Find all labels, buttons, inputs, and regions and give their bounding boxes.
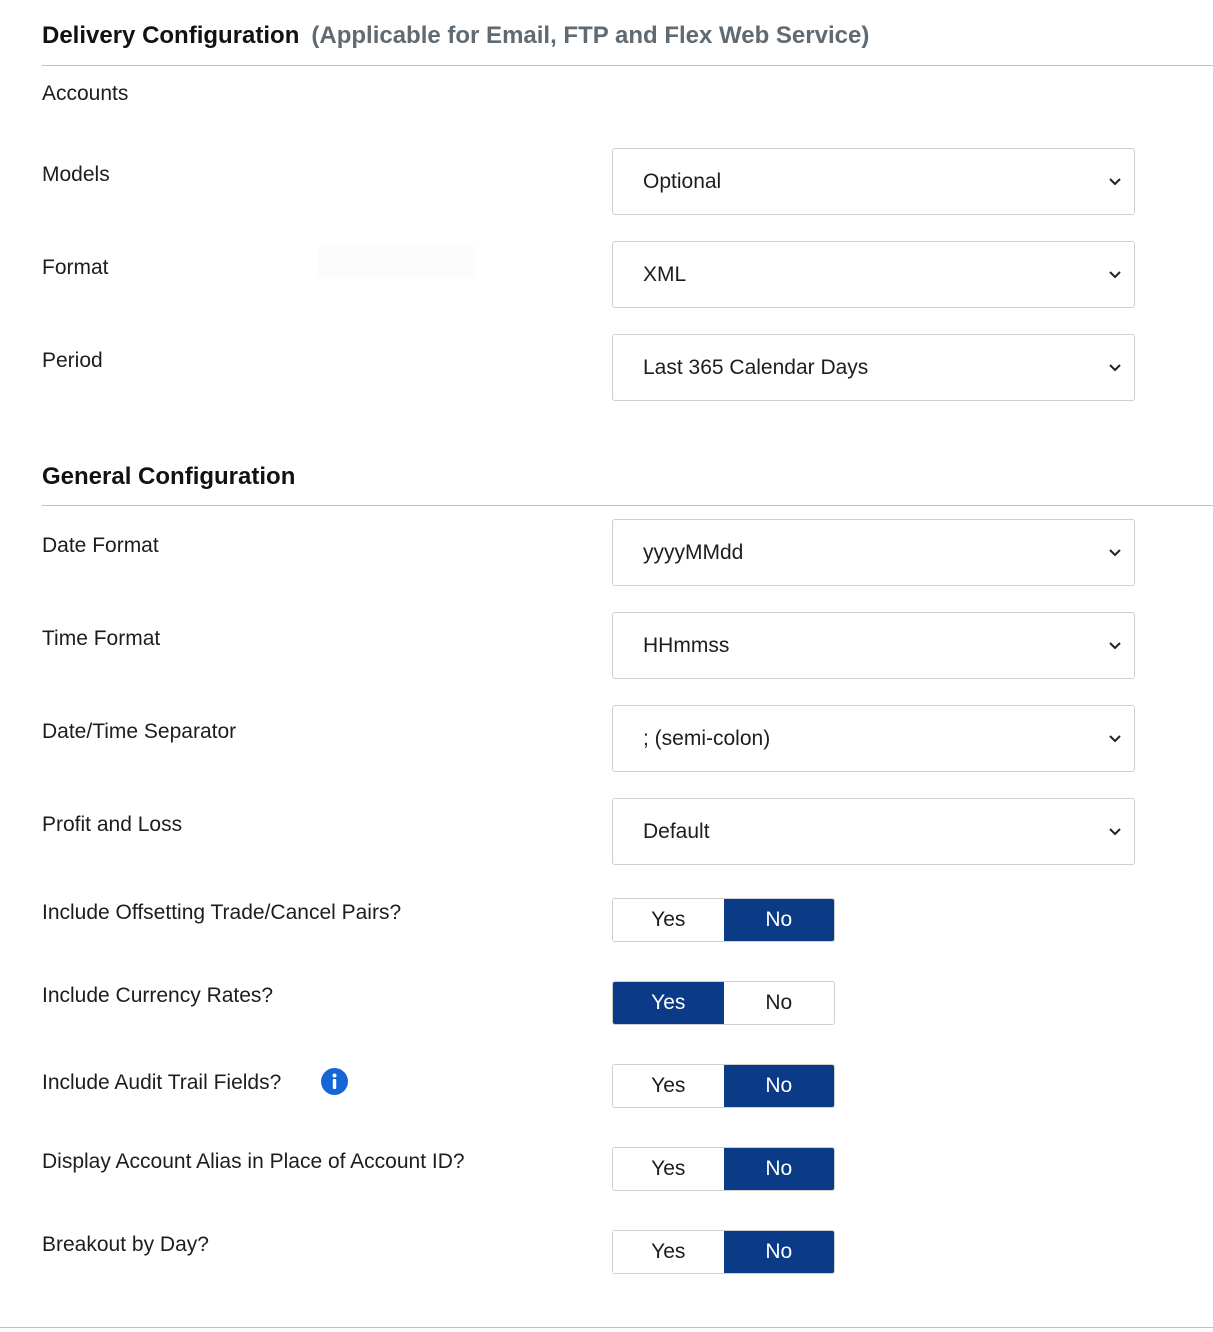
general-section-title: General Configuration bbox=[42, 463, 296, 490]
currency-yes-button[interactable]: Yes bbox=[613, 982, 724, 1024]
date-format-value: yyyyMMdd bbox=[643, 540, 744, 564]
info-icon[interactable] bbox=[321, 1068, 348, 1095]
format-select[interactable] bbox=[612, 241, 1135, 308]
audit-no-button[interactable]: No bbox=[724, 1065, 835, 1107]
alias-label: Display Account Alias in Place of Account ID? bbox=[42, 1150, 465, 1173]
general-divider bbox=[42, 505, 1213, 506]
chevron-down-icon bbox=[1108, 270, 1122, 280]
chevron-down-icon bbox=[1108, 548, 1122, 558]
separator-value: ; (semi-colon) bbox=[643, 726, 771, 750]
models-value: Optional bbox=[643, 169, 722, 193]
models-label: Models bbox=[42, 163, 110, 186]
delivery-divider bbox=[42, 65, 1213, 66]
breakout-no-button[interactable]: No bbox=[724, 1231, 835, 1273]
period-select[interactable] bbox=[612, 334, 1135, 401]
bottom-divider bbox=[0, 1327, 1213, 1328]
currency-label: Include Currency Rates? bbox=[42, 984, 274, 1007]
chevron-down-icon bbox=[1108, 363, 1122, 373]
chevron-down-icon bbox=[1108, 177, 1122, 187]
period-label: Period bbox=[42, 349, 103, 372]
alias-toggle bbox=[612, 1147, 835, 1191]
currency-no-button[interactable]: No bbox=[724, 982, 835, 1024]
time-format-select[interactable] bbox=[612, 612, 1135, 679]
offsetting-no-button[interactable]: No bbox=[724, 899, 835, 941]
breakout-toggle bbox=[612, 1230, 835, 1274]
date-format-label: Date Format bbox=[42, 534, 159, 557]
pnl-label: Profit and Loss bbox=[42, 813, 183, 836]
alias-yes-button[interactable]: Yes bbox=[613, 1148, 724, 1190]
offsetting-yes-button[interactable]: Yes bbox=[613, 899, 724, 941]
pnl-value: Default bbox=[643, 819, 710, 843]
date-format-select[interactable] bbox=[612, 519, 1135, 586]
time-format-label: Time Format bbox=[42, 627, 161, 650]
delivery-subtitle: (Applicable for Email, FTP and Flex Web Service) bbox=[311, 22, 870, 49]
alias-no-button[interactable]: No bbox=[724, 1148, 835, 1190]
format-label: Format bbox=[42, 256, 109, 279]
audit-yes-button[interactable]: Yes bbox=[613, 1065, 724, 1107]
currency-toggle bbox=[612, 981, 835, 1025]
separator-select[interactable] bbox=[612, 705, 1135, 772]
offsetting-label: Include Offsetting Trade/Cancel Pairs? bbox=[42, 901, 402, 924]
chevron-down-icon bbox=[1108, 827, 1122, 837]
audit-toggle bbox=[612, 1064, 835, 1108]
separator-label: Date/Time Separator bbox=[42, 720, 237, 743]
models-select[interactable] bbox=[612, 148, 1135, 215]
format-value: XML bbox=[643, 262, 687, 286]
chevron-down-icon bbox=[1108, 641, 1122, 651]
info-glyph-icon bbox=[321, 1068, 348, 1095]
faded-placeholder bbox=[318, 246, 476, 278]
offsetting-toggle bbox=[612, 898, 835, 942]
accounts-label: Accounts bbox=[42, 82, 129, 105]
pnl-select[interactable] bbox=[612, 798, 1135, 865]
breakout-label: Breakout by Day? bbox=[42, 1233, 209, 1256]
delivery-section-title bbox=[42, 22, 869, 50]
time-format-value: HHmmss bbox=[643, 633, 730, 657]
chevron-down-icon bbox=[1108, 734, 1122, 744]
breakout-yes-button[interactable]: Yes bbox=[613, 1231, 724, 1273]
audit-label: Include Audit Trail Fields? bbox=[42, 1071, 282, 1094]
period-value: Last 365 Calendar Days bbox=[643, 355, 869, 379]
delivery-title: Delivery Configuration bbox=[42, 22, 300, 49]
